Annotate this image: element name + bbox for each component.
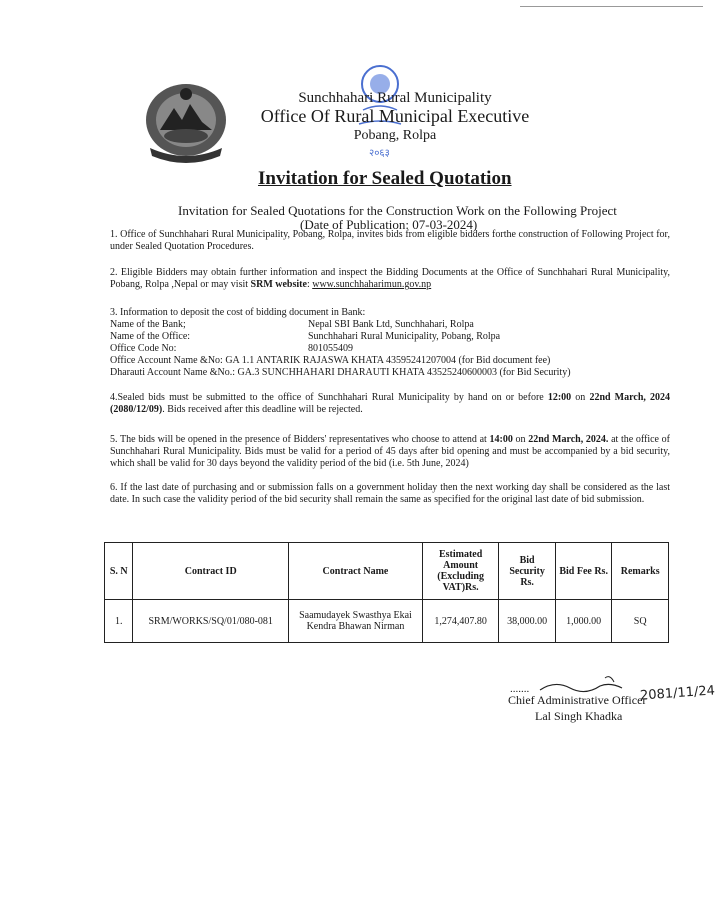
table-cell: 38,000.00 bbox=[499, 600, 556, 643]
signature-date: 2081/11/24 bbox=[639, 683, 715, 704]
office-account-row: Office Account Name &No: GA 1.1 ANTARIK RAJASWA KHATA 43595241207004 (for Bid document fee) bbox=[110, 355, 551, 366]
table-cell: SRM/WORKS/SQ/01/080-081 bbox=[133, 600, 288, 643]
column-header: Bid Security Rs. bbox=[499, 543, 556, 600]
deadline-date-bs: (2080/12/09) bbox=[110, 404, 163, 415]
column-header: Remarks bbox=[612, 543, 669, 600]
paragraph-4-on: on bbox=[571, 392, 590, 403]
page-title: Invitation for Sealed Quotation bbox=[258, 168, 512, 189]
table-row bbox=[105, 600, 669, 643]
paragraph-4-end: . Bids received after this deadline will be rejected. bbox=[162, 404, 363, 415]
paragraph-2-colon: : bbox=[306, 279, 313, 290]
bank-row bbox=[110, 319, 474, 331]
code-label: Office Code No: bbox=[110, 343, 177, 354]
deadline-date: 22nd March, 2024 bbox=[589, 392, 670, 403]
signature-dots: ....... bbox=[510, 683, 530, 695]
table-cell: 1,000.00 bbox=[555, 600, 611, 643]
paragraph-5-end: at the office of Sunchhahari Rural Municipality. Bids must be valid for a period of 45 days after bid opening and must be accompanied by a bid security, which shall be valid for 30 days beyond the validity period of the bid (i.e. 5th June, 2024) bbox=[110, 434, 670, 469]
office-location: Pobang, Rolpa bbox=[353, 128, 437, 143]
subtitle: Invitation for Sealed Quotations for the Construction Work on the Following Project bbox=[178, 203, 617, 218]
column-header: Bid Fee Rs. bbox=[555, 543, 611, 600]
column-header: Estimated Amount (Excluding VAT)Rs. bbox=[422, 543, 498, 600]
table-cell: 1. bbox=[105, 600, 133, 643]
nepal-emblem-icon bbox=[140, 78, 232, 162]
bank-label: Name of the Bank; bbox=[110, 319, 186, 330]
column-header: S. N bbox=[105, 543, 133, 600]
paragraph-6: 6. If the last date of purchasing and or submission falls on a government holiday then the next working day shall be considered as the last date. In such case the validity period of the bid security shall remain the same as specified for the original last date of bid submission. bbox=[110, 482, 670, 505]
office-value: Sunchhahari Rural Municipality, Pobang, Rolpa bbox=[308, 331, 501, 342]
column-header: Contract ID bbox=[133, 543, 288, 600]
opening-time: 14:00 bbox=[489, 434, 513, 445]
paragraph-4 bbox=[110, 392, 670, 416]
stamp-text: २०६३ bbox=[369, 148, 390, 159]
column-header: Contract Name bbox=[288, 543, 422, 600]
bank-value: Nepal SBI Bank Ltd, Sunchhahari, Rolpa bbox=[308, 319, 474, 330]
table-cell: 1,274,407.80 bbox=[422, 600, 498, 643]
bank-info-intro: 3. Information to deposit the cost of bidding document in Bank: bbox=[110, 307, 366, 318]
code-value: 801055409 bbox=[308, 343, 353, 354]
municipality-name: Sunchhahari Rural Municipality bbox=[298, 90, 492, 106]
table-header-row bbox=[105, 543, 669, 600]
paragraph-2-text: 2. Eligible Bidders may obtain further information and inspect the Bidding Documents at the Office of Sunchhahari Rural Municipality, Pobang, Rolpa ,Nepal or may visit bbox=[110, 267, 670, 290]
office-name: Office Of Rural Municipal Executive bbox=[260, 106, 530, 126]
table-cell: Saamudayek Swasthya Ekai Kendra Bhawan Nirman bbox=[288, 600, 422, 643]
deadline-time: 12:00 bbox=[547, 392, 572, 403]
publication-date: (Date of Publication: 07-03-2024) bbox=[300, 217, 478, 232]
srm-website-label: SRM website bbox=[250, 279, 307, 290]
contract-table bbox=[104, 542, 669, 643]
paragraph-5 bbox=[110, 434, 670, 470]
office-row bbox=[110, 331, 500, 343]
paragraph-4-text: 4.Sealed bids must be submitted to the office of Sunchhahari Rural Municipality by hand on or before bbox=[110, 392, 548, 403]
opening-date: 22nd March, 2024. bbox=[528, 434, 609, 445]
paragraph-1: 1. Office of Sunchhahari Rural Municipality, Pobang, Rolpa, invites bids from eligible bidders forthe construction of Following Project for, under Sealed Quotation Procedures. bbox=[110, 229, 670, 252]
paragraph-5-on: on bbox=[512, 434, 529, 445]
top-border-line bbox=[520, 6, 703, 7]
signatory-title: Chief Administrative Officer bbox=[508, 693, 647, 707]
dharauti-account-row: Dharauti Account Name &No.: GA.3 SUNCHHAHARI DHARAUTI KHATA 43525240600003 (for Bid Security) bbox=[110, 367, 571, 378]
signatory-name: Lal Singh Khadka bbox=[535, 709, 623, 723]
paragraph-5-text: 5. The bids will be opened in the presence of Bidders' representatives who choose to attend at bbox=[110, 434, 490, 445]
table-cell: SQ bbox=[612, 600, 669, 643]
office-label: Name of the Office: bbox=[110, 331, 191, 342]
website-link[interactable]: www.sunchhaharimun.gov.np bbox=[312, 279, 432, 290]
code-row bbox=[110, 343, 353, 355]
paragraph-2 bbox=[110, 267, 670, 291]
